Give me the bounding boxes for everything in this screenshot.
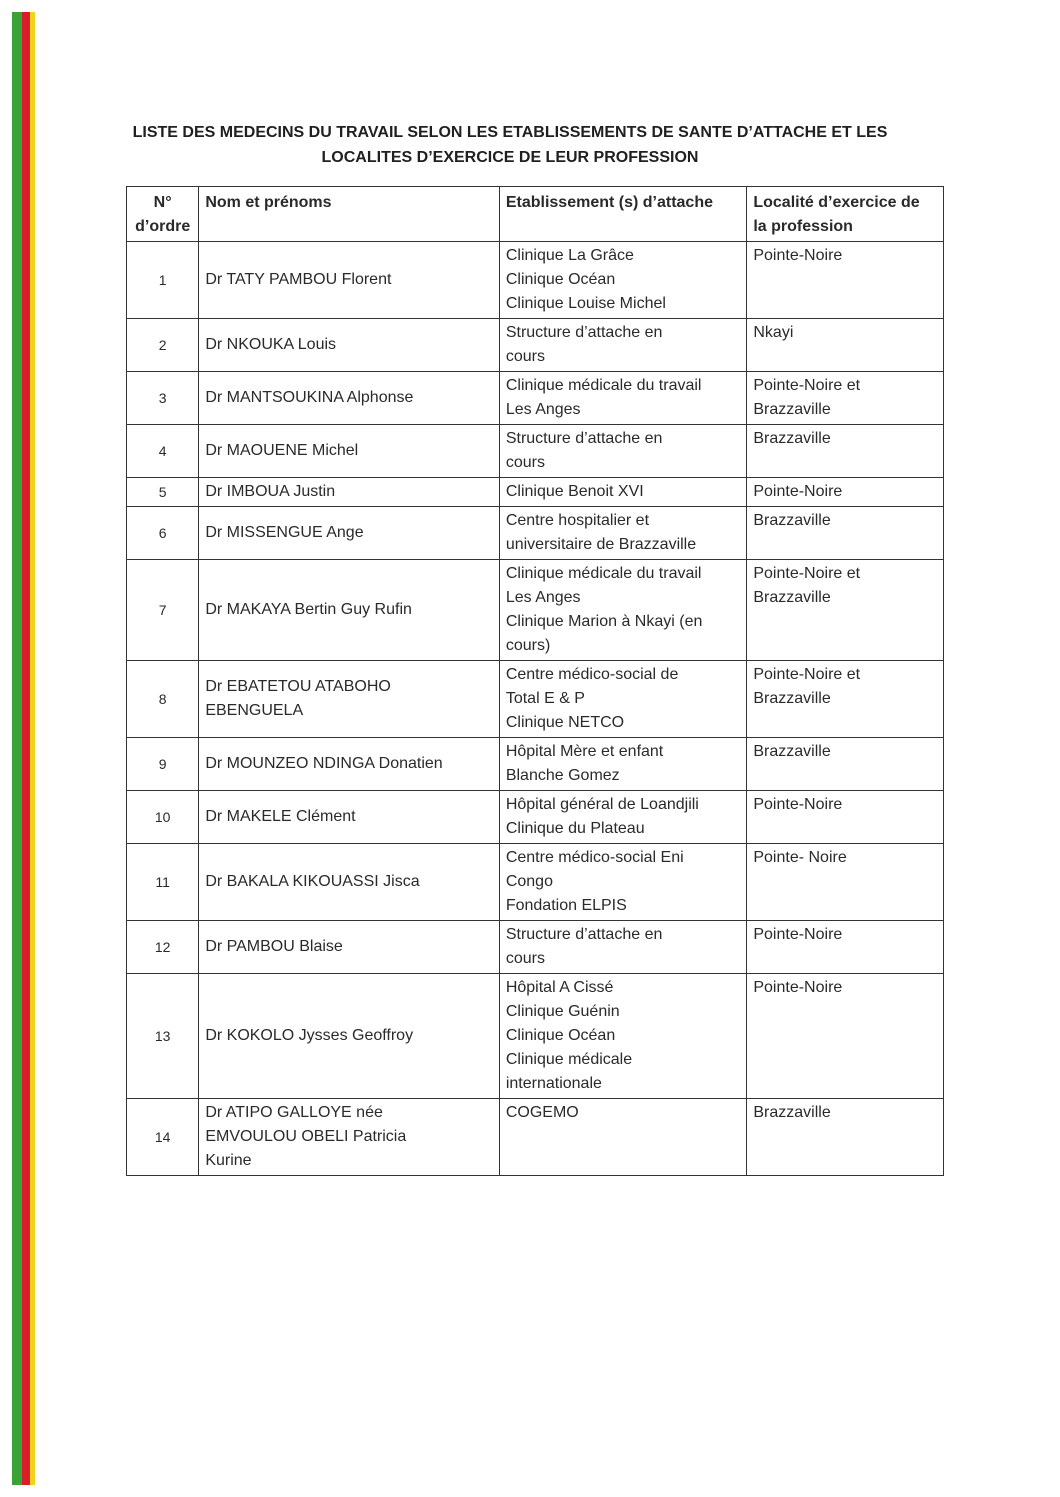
establishment-line: Structure d’attache en	[505, 926, 663, 943]
establishment-line: Clinique du Plateau	[505, 820, 645, 837]
doctor-name-line: Dr TATY PAMBOU Florent	[205, 271, 392, 288]
locality-cell	[747, 242, 944, 319]
doctor-name-line: Dr KOKOLO Jysses Geoffroy	[205, 1027, 414, 1044]
header-name: Nom et prénoms	[199, 187, 500, 242]
establishment-line: internationale	[505, 1075, 602, 1092]
table-row	[127, 738, 944, 791]
establishment-line: Clinique Benoit XVI	[505, 483, 644, 500]
row-number: 12	[127, 921, 199, 974]
doctor-name-line: Dr MAOUENE Michel	[205, 442, 359, 459]
table-row	[127, 372, 944, 425]
establishment-line: universitaire de Brazzaville	[505, 536, 697, 553]
doctor-name-line: Dr EBATETOU ATABOHO	[205, 678, 391, 695]
row-number: 6	[127, 507, 199, 560]
table-row	[127, 478, 944, 507]
row-number: 10	[127, 791, 199, 844]
establishment-cell	[499, 242, 747, 319]
row-number: 14	[127, 1099, 199, 1176]
doctor-name-cell	[199, 507, 500, 560]
title-line-1: LISTE DES MEDECINS DU TRAVAIL SELON LES ETABLISSEMENTS DE SANTE D’ATTACHE ET LES	[132, 124, 888, 141]
doctor-name-line: Dr MOUNZEO NDINGA Donatien	[205, 755, 443, 772]
locality-cell	[747, 791, 944, 844]
locality-line: Nkayi	[753, 324, 794, 341]
table-row	[127, 560, 944, 661]
locality-line: Pointe-Noire	[753, 979, 843, 996]
establishment-line: Clinique Océan	[505, 1027, 616, 1044]
establishment-line: Congo	[505, 873, 553, 890]
doctor-name-cell	[199, 1099, 500, 1176]
doctor-name-cell	[199, 661, 500, 738]
locality-line: Pointe-Noire et	[753, 565, 861, 582]
table-row	[127, 921, 944, 974]
establishment-line: cours	[505, 950, 545, 967]
establishment-line: Clinique Louise Michel	[505, 295, 666, 312]
establishment-line: Hôpital A Cissé	[505, 979, 614, 996]
locality-cell	[747, 319, 944, 372]
locality-cell	[747, 372, 944, 425]
establishment-line: Clinique Guénin	[505, 1003, 620, 1020]
establishment-line: cours	[505, 454, 545, 471]
locality-cell	[747, 974, 944, 1099]
establishment-line: Les Anges	[505, 401, 581, 418]
establishment-line: Hôpital général de Loandjili	[505, 796, 699, 813]
establishment-cell	[499, 844, 747, 921]
establishment-line: cours)	[505, 637, 551, 654]
doctor-name-cell	[199, 478, 500, 507]
table-row	[127, 425, 944, 478]
establishment-line: COGEMO	[505, 1104, 579, 1121]
locality-cell	[747, 661, 944, 738]
locality-line: Pointe-Noire et	[753, 666, 861, 683]
establishment-cell	[499, 1099, 747, 1176]
locality-cell	[747, 478, 944, 507]
locality-cell	[747, 425, 944, 478]
table-row	[127, 661, 944, 738]
row-number: 3	[127, 372, 199, 425]
locality-line: Brazzaville	[753, 743, 831, 760]
table-row	[127, 1099, 944, 1176]
locality-line: Brazzaville	[753, 589, 831, 606]
row-number: 7	[127, 560, 199, 661]
row-number: 11	[127, 844, 199, 921]
establishment-cell	[499, 507, 747, 560]
doctor-name-line: Dr IMBOUA Justin	[205, 483, 336, 500]
locality-line: Pointe- Noire	[753, 849, 847, 866]
doctor-name-line: Dr MANTSOUKINA Alphonse	[205, 389, 414, 406]
doctor-name-line: Dr ATIPO GALLOYE née	[205, 1104, 383, 1121]
establishment-cell	[499, 560, 747, 661]
establishment-line: Clinique Océan	[505, 271, 616, 288]
doctor-name-line: Dr MAKELE Clément	[205, 808, 356, 825]
doctor-name-line: EMVOULOU OBELI Patricia	[205, 1128, 407, 1145]
locality-cell	[747, 921, 944, 974]
establishment-cell	[499, 974, 747, 1099]
document-title	[110, 120, 910, 170]
doctor-name-cell	[199, 425, 500, 478]
establishment-line: Clinique médicale du travail	[505, 565, 702, 582]
locality-line: Pointe-Noire et	[753, 377, 861, 394]
establishment-cell	[499, 372, 747, 425]
locality-cell	[747, 1099, 944, 1176]
doctors-table	[126, 186, 944, 1176]
establishment-line: Centre médico-social Eni	[505, 849, 684, 866]
locality-line: Pointe-Noire	[753, 247, 843, 264]
locality-line: Brazzaville	[753, 401, 831, 418]
establishment-line: Fondation ELPIS	[505, 897, 627, 914]
establishment-cell	[499, 791, 747, 844]
row-number: 1	[127, 242, 199, 319]
establishment-line: Les Anges	[505, 589, 581, 606]
doctor-name-cell	[199, 242, 500, 319]
table-row	[127, 242, 944, 319]
doctor-name-cell	[199, 560, 500, 661]
row-number: 9	[127, 738, 199, 791]
establishment-cell	[499, 319, 747, 372]
row-number: 5	[127, 478, 199, 507]
doctor-name-cell	[199, 319, 500, 372]
table-row	[127, 319, 944, 372]
establishment-cell	[499, 425, 747, 478]
locality-cell	[747, 507, 944, 560]
establishment-line: Structure d’attache en	[505, 430, 663, 447]
table-row	[127, 791, 944, 844]
doctor-name-line: Dr MISSENGUE Ange	[205, 524, 364, 541]
establishment-cell	[499, 478, 747, 507]
establishment-line: Total E & P	[505, 690, 585, 707]
header-loc: Localité d’exercice de la profession	[747, 187, 944, 242]
row-number: 8	[127, 661, 199, 738]
row-number: 2	[127, 319, 199, 372]
title-line-2: LOCALITES D’EXERCICE DE LEUR PROFESSION	[321, 149, 699, 166]
table-row	[127, 507, 944, 560]
establishment-line: Structure d’attache en	[505, 324, 663, 341]
locality-cell	[747, 738, 944, 791]
doctor-name-cell	[199, 974, 500, 1099]
doctor-name-line: Dr MAKAYA Bertin Guy Rufin	[205, 601, 412, 618]
locality-cell	[747, 844, 944, 921]
header-num: N° d’ordre	[127, 187, 199, 242]
doctor-name-line: EBENGUELA	[205, 702, 304, 719]
doctor-name-line: Dr BAKALA KIKOUASSI Jisca	[205, 873, 420, 890]
establishment-line: Centre médico-social de	[505, 666, 679, 683]
locality-line: Brazzaville	[753, 430, 831, 447]
locality-line: Brazzaville	[753, 512, 831, 529]
table-header-row	[127, 187, 944, 242]
table-body	[127, 242, 944, 1176]
doctor-name-line: Dr NKOUKA Louis	[205, 336, 337, 353]
establishment-line: cours	[505, 348, 545, 365]
table-row	[127, 974, 944, 1099]
doctor-name-cell	[199, 372, 500, 425]
locality-line: Pointe-Noire	[753, 926, 843, 943]
establishment-cell	[499, 738, 747, 791]
doctor-name-cell	[199, 844, 500, 921]
establishment-line: Centre hospitalier et	[505, 512, 650, 529]
locality-line: Brazzaville	[753, 1104, 831, 1121]
locality-line: Pointe-Noire	[753, 796, 843, 813]
locality-line: Pointe-Noire	[753, 483, 843, 500]
table-row	[127, 844, 944, 921]
establishment-cell	[499, 661, 747, 738]
locality-line: Brazzaville	[753, 690, 831, 707]
doctor-name-cell	[199, 791, 500, 844]
establishment-line: Clinique La Grâce	[505, 247, 634, 264]
establishment-line: Clinique médicale du travail	[505, 377, 702, 394]
doctor-name-cell	[199, 921, 500, 974]
doctor-name-cell	[199, 738, 500, 791]
locality-cell	[747, 560, 944, 661]
establishment-line: Clinique NETCO	[505, 714, 625, 731]
row-number: 4	[127, 425, 199, 478]
establishment-line: Hôpital Mère et enfant	[505, 743, 664, 760]
establishment-line: Clinique Marion à Nkayi (en	[505, 613, 703, 630]
establishment-line: Blanche Gomez	[505, 767, 620, 784]
establishment-line: Clinique médicale	[505, 1051, 633, 1068]
header-etab: Etablissement (s) d’attache	[499, 187, 747, 242]
doctor-name-line: Kurine	[205, 1152, 252, 1169]
establishment-cell	[499, 921, 747, 974]
row-number: 13	[127, 974, 199, 1099]
doctor-name-line: Dr PAMBOU Blaise	[205, 938, 343, 955]
